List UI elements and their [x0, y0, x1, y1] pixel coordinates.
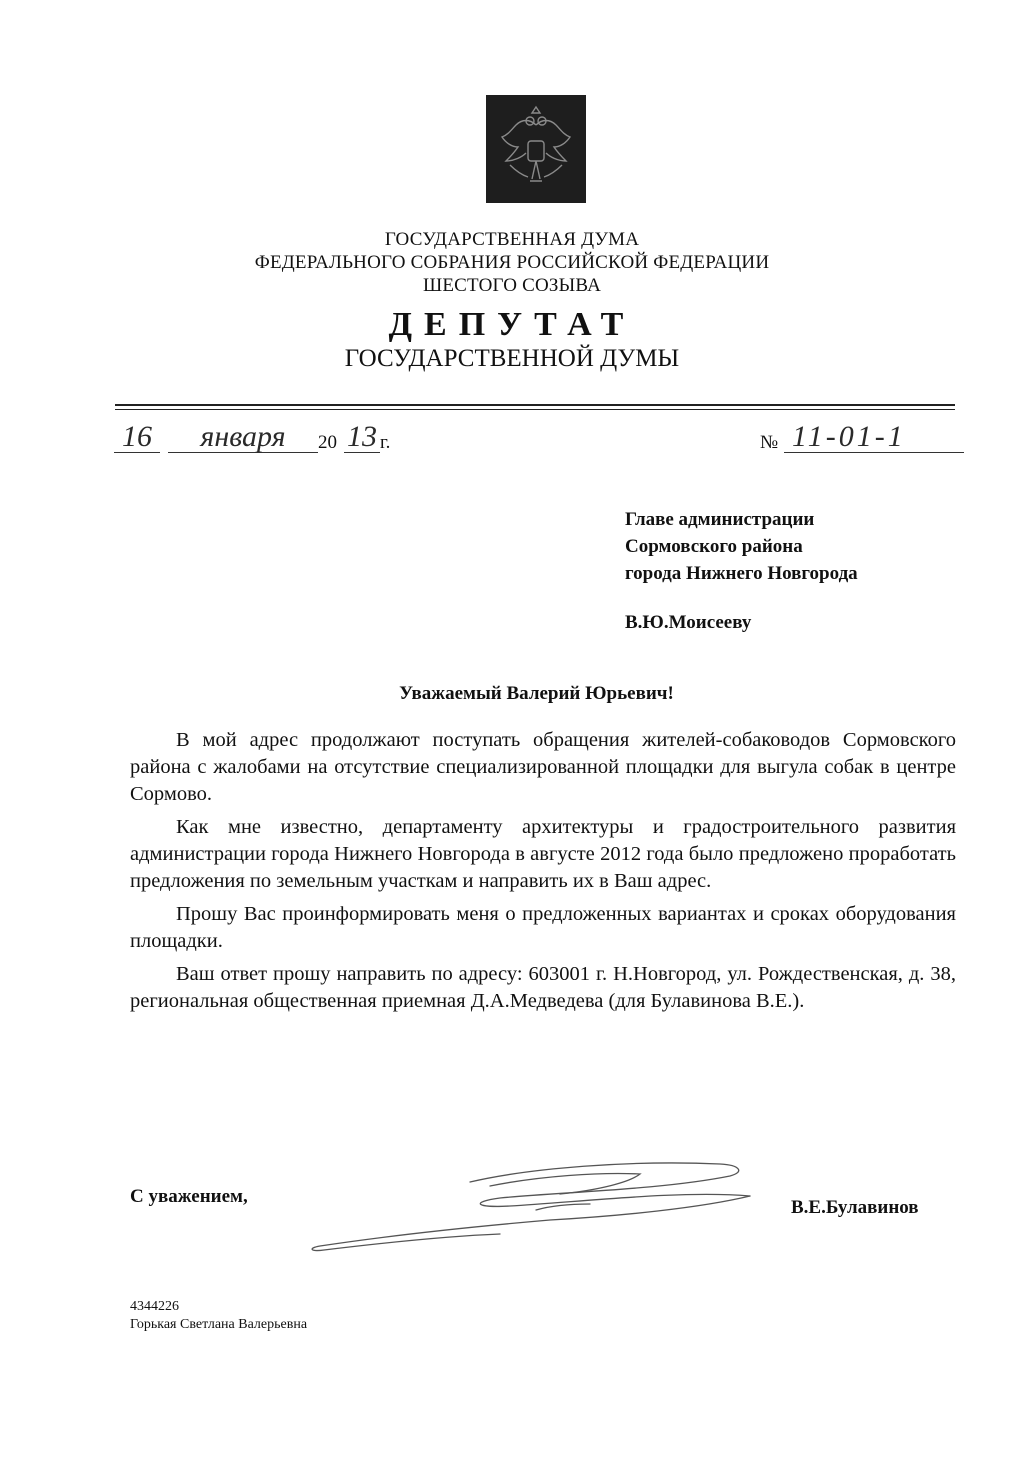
addressee-block — [625, 506, 858, 636]
executor-phone: 4344226 — [130, 1299, 179, 1314]
addressee-name: В.Ю.Моисееву — [625, 612, 752, 633]
date-year-prefix: 20 — [318, 432, 337, 453]
addressee-line-2: Сормовского района — [625, 536, 803, 557]
addressee-line-1: Главе администрации — [625, 509, 815, 530]
executor-name: Горькая Светлана Валерьевна — [130, 1317, 308, 1332]
document-subtitle: ГОСУДАРСТВЕННОЙ ДУМЫ — [344, 345, 680, 372]
header-divider-thin — [115, 409, 955, 410]
number-label: № — [760, 432, 779, 453]
executor-info — [130, 1298, 307, 1334]
document-title: ДЕПУТАТ — [388, 306, 636, 343]
date-suffix: г. — [380, 432, 391, 453]
outgoing-number-line — [760, 420, 960, 460]
number-value: 11-01-1 — [784, 420, 964, 453]
date-year-suffix: 13 — [344, 420, 380, 453]
date-month: января — [168, 420, 318, 453]
closing-phrase: С уважением, — [130, 1186, 248, 1207]
date-day: 16 — [114, 420, 160, 453]
signer-name: В.Е.Булавинов — [791, 1197, 919, 1218]
date-line — [112, 420, 412, 460]
addressee-line-3: города Нижнего Новгорода — [625, 563, 858, 584]
org-line-1: ГОСУДАРСТВЕННАЯ ДУМА — [384, 229, 640, 250]
header-divider-thick — [115, 404, 955, 406]
coat-of-arms-emblem — [486, 95, 586, 203]
salutation: Уважаемый Валерий Юрьевич! — [399, 683, 674, 704]
org-line-3: ШЕСТОГО СОЗЫВА — [423, 275, 601, 296]
body-paragraph-3: Прошу Вас проинформировать меня о предложенных вариантах и сроках оборудования площадки. — [130, 903, 956, 952]
letter-body — [130, 727, 956, 1021]
handwritten-signature — [300, 1150, 770, 1260]
body-paragraph-4: Ваш ответ прошу направить по адресу: 603001 г. Н.Новгород, ул. Рождественская, д. 38, региональная общественная приемная Д.А.Медведева (для Булавинова В.Е.). — [130, 963, 956, 1012]
body-paragraph-1: В мой адрес продолжают поступать обращения жителей-собаководов Сормовского района с жалобами на отсутствие специализированной площадки для выгула собак в центре Сормово. — [130, 729, 956, 805]
org-line-2: ФЕДЕРАЛЬНОГО СОБРАНИЯ РОССИЙСКОЙ ФЕДЕРАЦИИ — [254, 252, 770, 273]
body-paragraph-2: Как мне известно, департаменту архитектуры и градостроительного развития администрации города Нижнего Новгорода в августе 2012 года было предложено проработать предложения по земельным участкам и направить их в Ваш адрес. — [130, 816, 956, 892]
organization-header — [0, 228, 1024, 297]
